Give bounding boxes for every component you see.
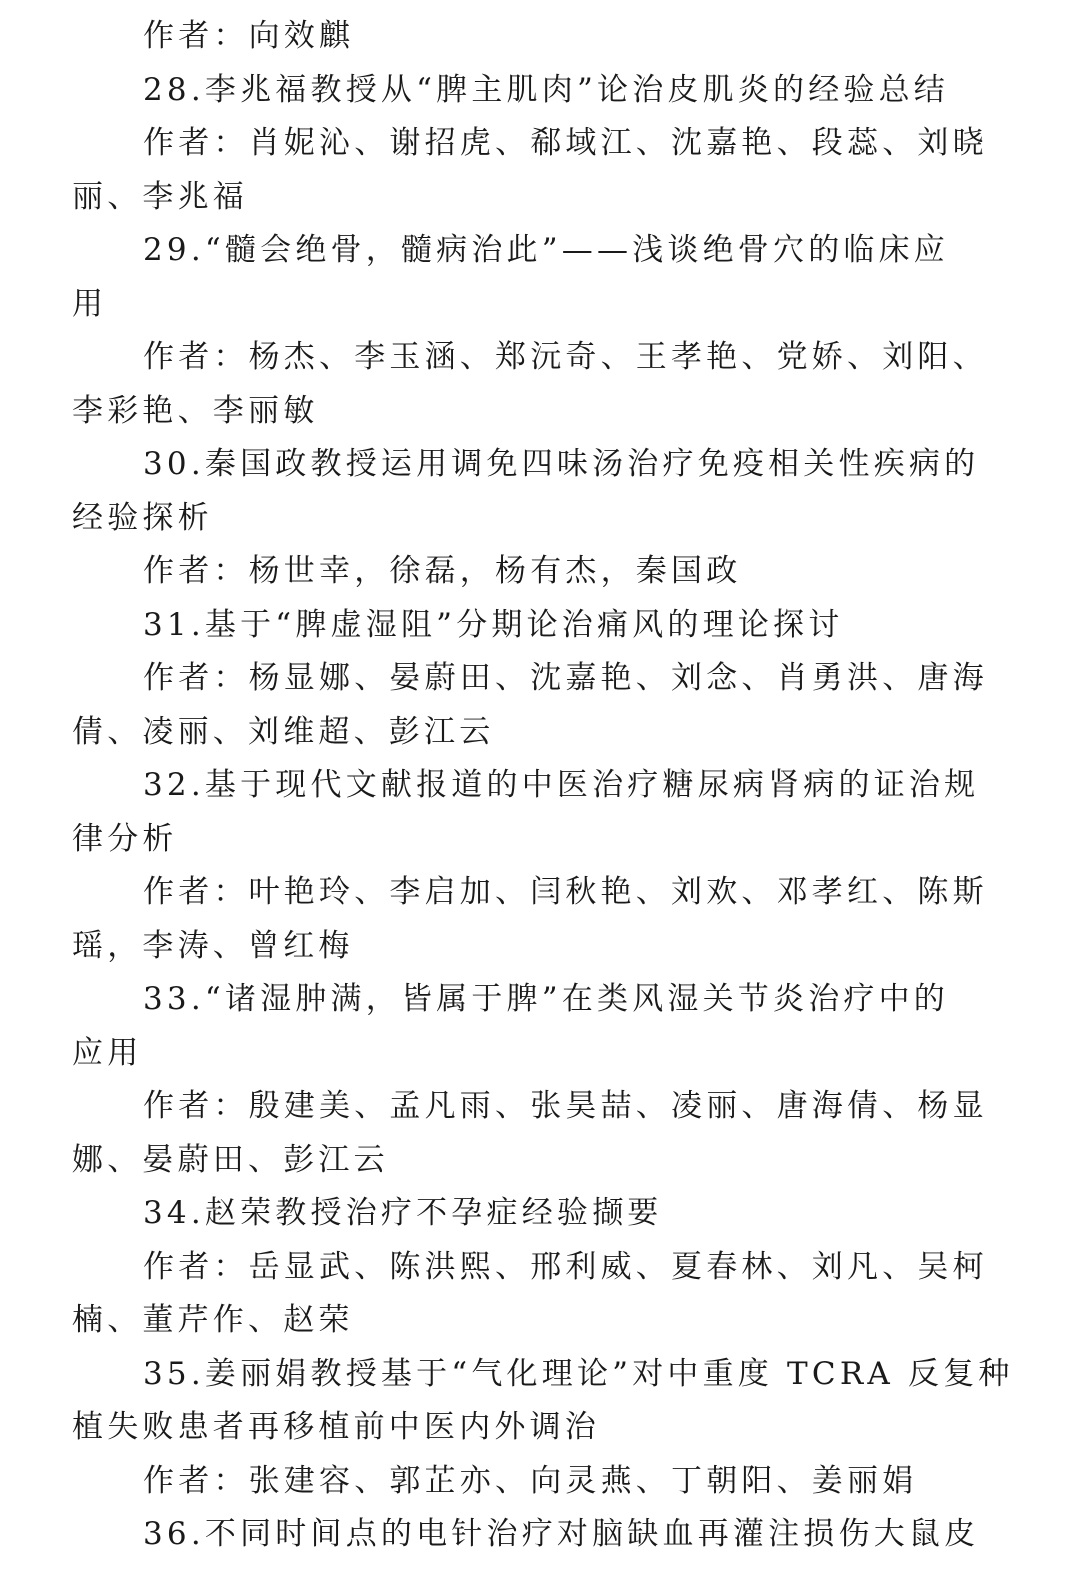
article-title: 32.基于现代文献报道的中医治疗糖尿病肾病的证治规 [143,767,980,803]
article-title: 33.“诸湿肿满，皆属于脾”在类风湿关节炎治疗中的 [143,981,949,1017]
article-title-continued: 用 [72,286,108,322]
author-line-continued: 倩、凌丽、刘维超、彭江云 [72,714,495,750]
article-title: 28.李兆福教授从“脾主肌肉”论治皮肌炎的经验总结 [143,72,949,108]
author-line-continued: 瑶，李涛、曾红梅 [72,928,354,964]
author-line: 作者：岳显武、陈洪熙、邢利威、夏春林、刘凡、吴柯 [143,1249,988,1285]
author-line: 作者：杨杰、李玉涵、郑沅奇、王孝艳、党娇、刘阳、 [143,339,988,375]
article-title: 35.姜丽娟教授基于“气化理论”对中重度 TCRA 反复种 [143,1356,1014,1392]
author-line: 作者：杨显娜、晏蔚田、沈嘉艳、刘念、肖勇洪、唐海 [143,660,988,696]
author-line: 作者：肖妮沁、谢招虎、郗域江、沈嘉艳、段蕊、刘晓 [143,125,988,161]
article-title: 31.基于“脾虚湿阻”分期论治痛风的理论探讨 [143,607,844,643]
author-line: 作者：向效麒 [143,18,355,54]
article-title: 30.秦国政教授运用调免四味汤治疗免疫相关性疾病的 [143,446,980,482]
article-title: 29.“髓会绝骨，髓病治此”——浅谈绝骨穴的临床应 [143,232,949,268]
author-line: 作者：叶艳玲、李启加、闫秋艳、刘欢、邓孝红、陈斯 [143,874,988,910]
author-line: 作者：张建容、郭芷亦、向灵燕、丁朝阳、姜丽娟 [143,1463,918,1499]
article-title: 34.赵荣教授治疗不孕症经验撷要 [143,1195,663,1231]
author-line-continued: 丽、李兆福 [72,179,248,215]
article-title-continued: 律分析 [72,821,178,857]
author-line-continued: 娜、晏蔚田、彭江云 [72,1142,389,1178]
author-line: 作者：杨世幸，徐磊，杨有杰，秦国政 [143,553,742,589]
article-title-continued: 植失败患者再移植前中医内外调治 [72,1409,600,1445]
author-line-continued: 李彩艳、李丽敏 [72,393,319,429]
article-title-continued: 经验探析 [72,500,213,536]
article-title-continued: 应用 [72,1035,143,1071]
article-title: 36.不同时间点的电针治疗对脑缺血再灌注损伤大鼠皮 [143,1516,980,1552]
author-line: 作者：殷建美、孟凡雨、张昊喆、凌丽、唐海倩、杨显 [143,1088,988,1124]
author-line-continued: 楠、董芹作、赵荣 [72,1302,354,1338]
